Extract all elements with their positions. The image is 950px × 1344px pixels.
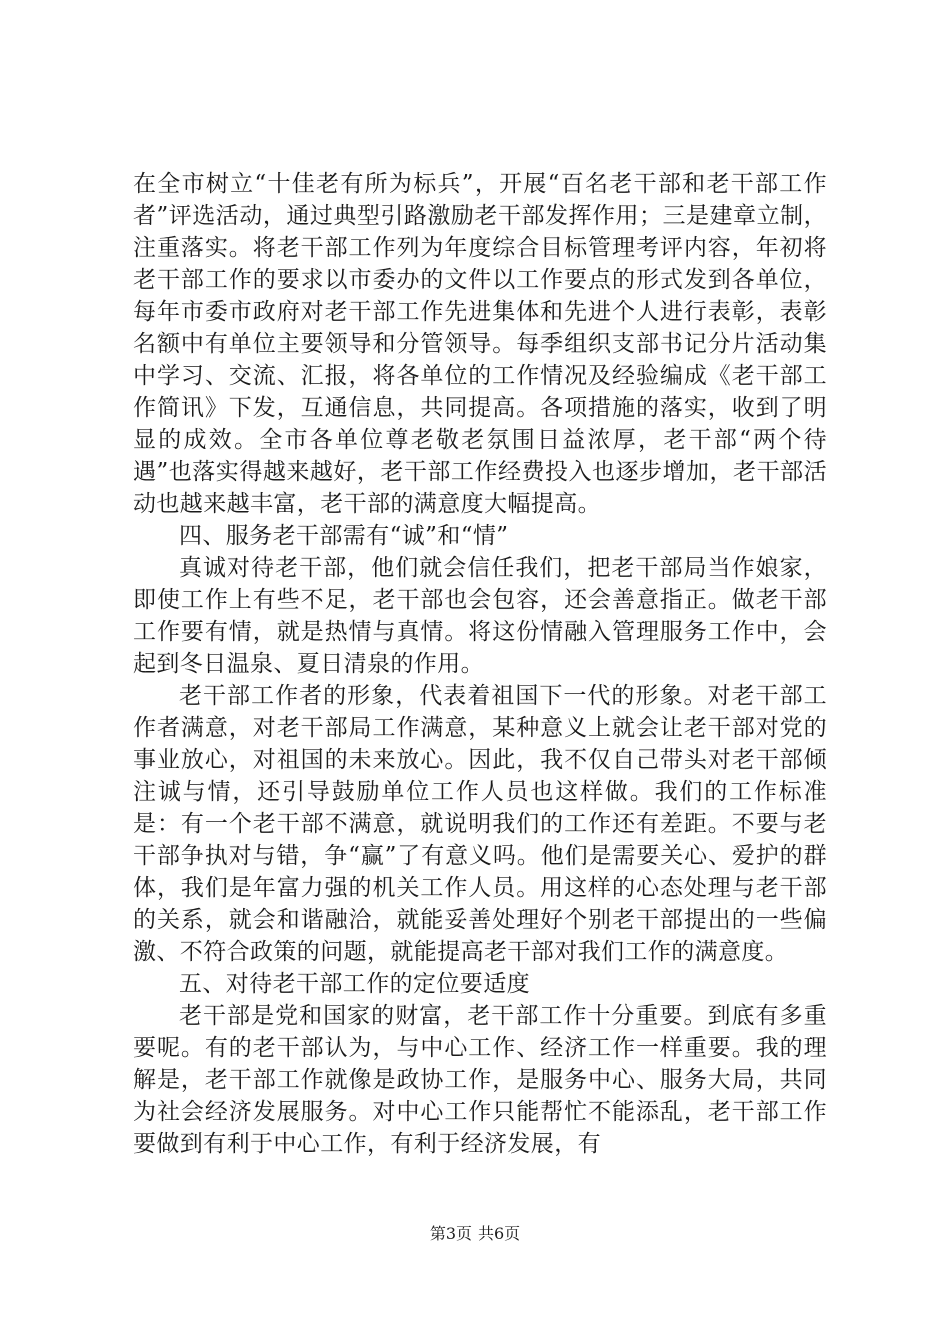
section-heading-5: 五、对待老干部工作的定位要适度 (179, 971, 530, 997)
page-footer (0, 1224, 950, 1244)
section-heading-4: 四、服务老干部需有“诚”和“情” (179, 523, 509, 549)
page-total: 共6页 (478, 1224, 521, 1243)
paragraph-awards-and-rules: 在全市树立“十佳老有所为标兵”，开展“百名老干部和老干部工作者”评选活动，通过典型引路激励老干部发挥作用；三是建章立制，注重落实。将老干部工作列为年度综合目标管理考评内容，年初将老干部工作的要求以市委办的文件以工作要点的形式发到各单位，每年市委市政府对老干部工作先进集体和先进个人进行表彰，表彰名额中有单位主要领导和分管领导。每季组织支部书记分片活动集中学习、交流、汇报，将各单位的工作情况及经验编成《老干部工作简讯》下发，互通信息，共同提高。各项措施的落实，收到了明显的成效。全市各单位尊老敬老氛围日益浓厚，老干部“两个待遇”也落实得越来越好，老干部工作经费投入也逐步增加，老干部活动也越来越丰富，老干部的满意度大幅提高。 (133, 171, 827, 517)
page-number: 第3页 (429, 1224, 472, 1243)
document-body (133, 168, 827, 1160)
paragraph-worker-image: 老干部工作者的形象，代表着祖国下一代的形象。对老干部工作者满意，对老干部局工作满意，某种意义上就会让老干部对党的事业放心，对祖国的未来放心。因此，我不仅自己带头对老干部倾注诚与情，还引导鼓励单位工作人员也这样做。我们的工作标准是：有一个老干部不满意，就说明我们的工作还有差距。不要与老干部争执对与错，争“赢”了有意义吗。他们是需要关心、爱护的群体，我们是年富力强的机关工作人员。用这样的心态处理与老干部的关系，就会和谐融洽，就能妥善处理好个别老干部提出的一些偏激、不符合政策的问题，就能提高老干部对我们工作的满意度。 (133, 683, 827, 965)
paragraph-positioning: 老干部是党和国家的财富，老干部工作十分重要。到底有多重要呢。有的老干部认为，与中心工作、经济工作一样重要。我的理解是，老干部工作就像是政协工作，是服务中心、服务大局，共同为社会经济发展服务。对中心工作只能帮忙不能添乱，老干部工作要做到有利于中心工作，有利于经济发展，有 (133, 1003, 827, 1157)
paragraph-sincerity: 真诚对待老干部，他们就会信任我们，把老干部局当作娘家，即使工作上有些不足，老干部也会包容，还会善意指正。做老干部工作要有情，就是热情与真情。将这份情融入管理服务工作中，会起到冬日温泉、夏日清泉的作用。 (133, 555, 827, 677)
